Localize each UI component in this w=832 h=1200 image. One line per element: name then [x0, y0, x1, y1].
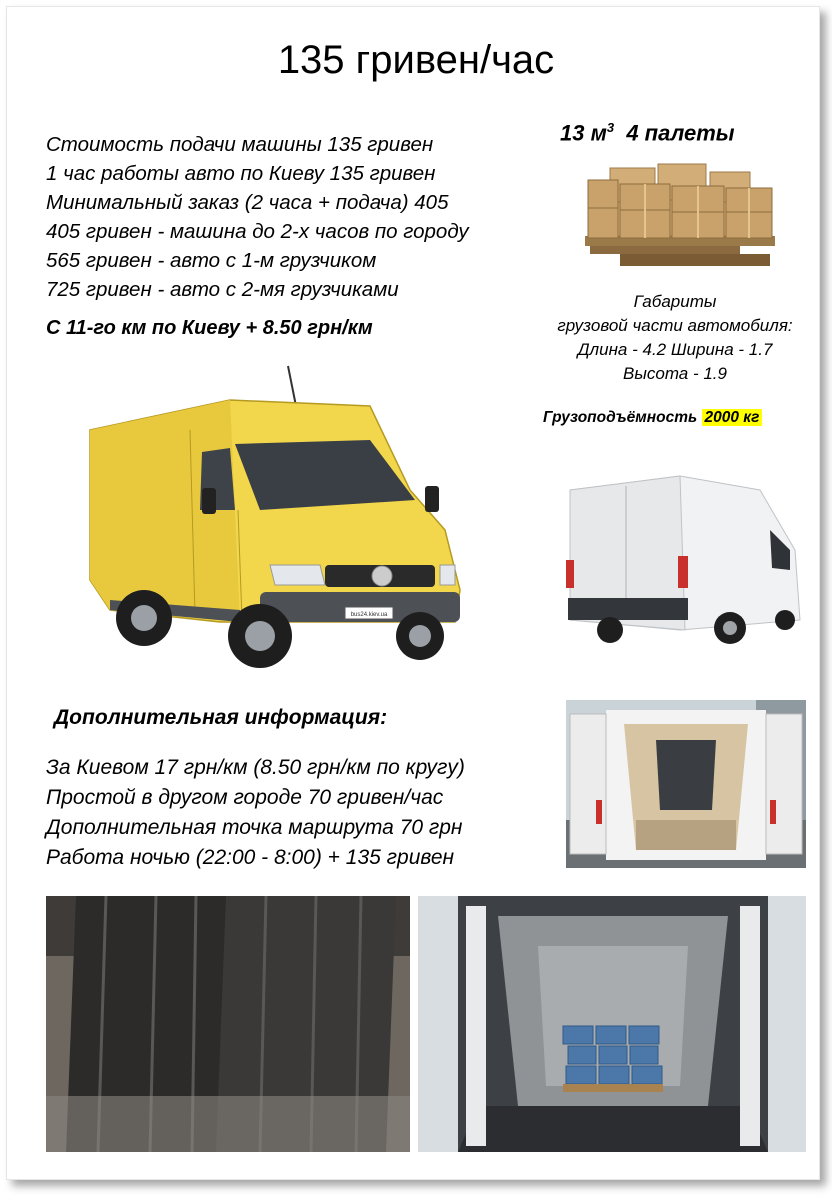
price-list [46, 130, 469, 304]
volume-suffix: 4 палеты [626, 120, 735, 146]
volume-exponent: 3 [606, 120, 615, 135]
volume-label [560, 120, 735, 146]
additional-line: Дополнительная точка маршрута 70 грн [46, 816, 463, 839]
dimensions-line: Высота - 1.9 [623, 364, 727, 383]
price-line: Стоимость подачи машины 135 гривен [46, 133, 434, 156]
page-title: 135 гривен/час [277, 38, 555, 82]
additional-line: Простой в другом городе 70 гривен/час [46, 786, 444, 809]
km-rate: С 11-го км по Киеву + 8.50 грн/км [46, 317, 373, 339]
capacity-label [543, 409, 762, 427]
price-line: 405 гривен - машина до 2-х часов по городу [46, 220, 469, 243]
dimensions-line: Габариты [633, 292, 717, 311]
yellow-van-image [70, 360, 470, 680]
cargo-interior-image [418, 896, 806, 1152]
white-van-rear-image [560, 470, 805, 650]
additional-line: За Киевом 17 грн/км (8.50 грн/км по кругу) [46, 756, 465, 779]
price-line: 565 гривен - авто с 1-м грузчиком [46, 249, 377, 272]
tire-image [46, 896, 410, 1152]
capacity-value: 2000 кг [702, 409, 763, 426]
dimensions-line: грузовой части автомобиля: [557, 316, 793, 335]
pallets-image [580, 158, 780, 273]
license-plate-text: bus24.kiev.ua [350, 612, 388, 618]
price-line: Минимальный заказ (2 часа + подача) 405 [46, 191, 449, 214]
van-open-doors-image [566, 700, 806, 868]
dimensions-line: Длина - 4.2 Ширина - 1.7 [577, 340, 773, 359]
price-line: 1 час работы авто по Киеву 135 гривен [46, 162, 436, 185]
additional-line: Работа ночью (22:00 - 8:00) + 135 гривен [46, 846, 455, 869]
additional-info-list [46, 753, 465, 873]
dimensions-block [520, 290, 830, 386]
additional-info-title: Дополнительная информация: [54, 706, 388, 729]
price-line: 725 гривен - авто с 2-мя грузчиками [46, 278, 399, 301]
volume-prefix: 13 м [560, 120, 607, 146]
capacity-text: Грузоподъёмность [543, 409, 698, 426]
